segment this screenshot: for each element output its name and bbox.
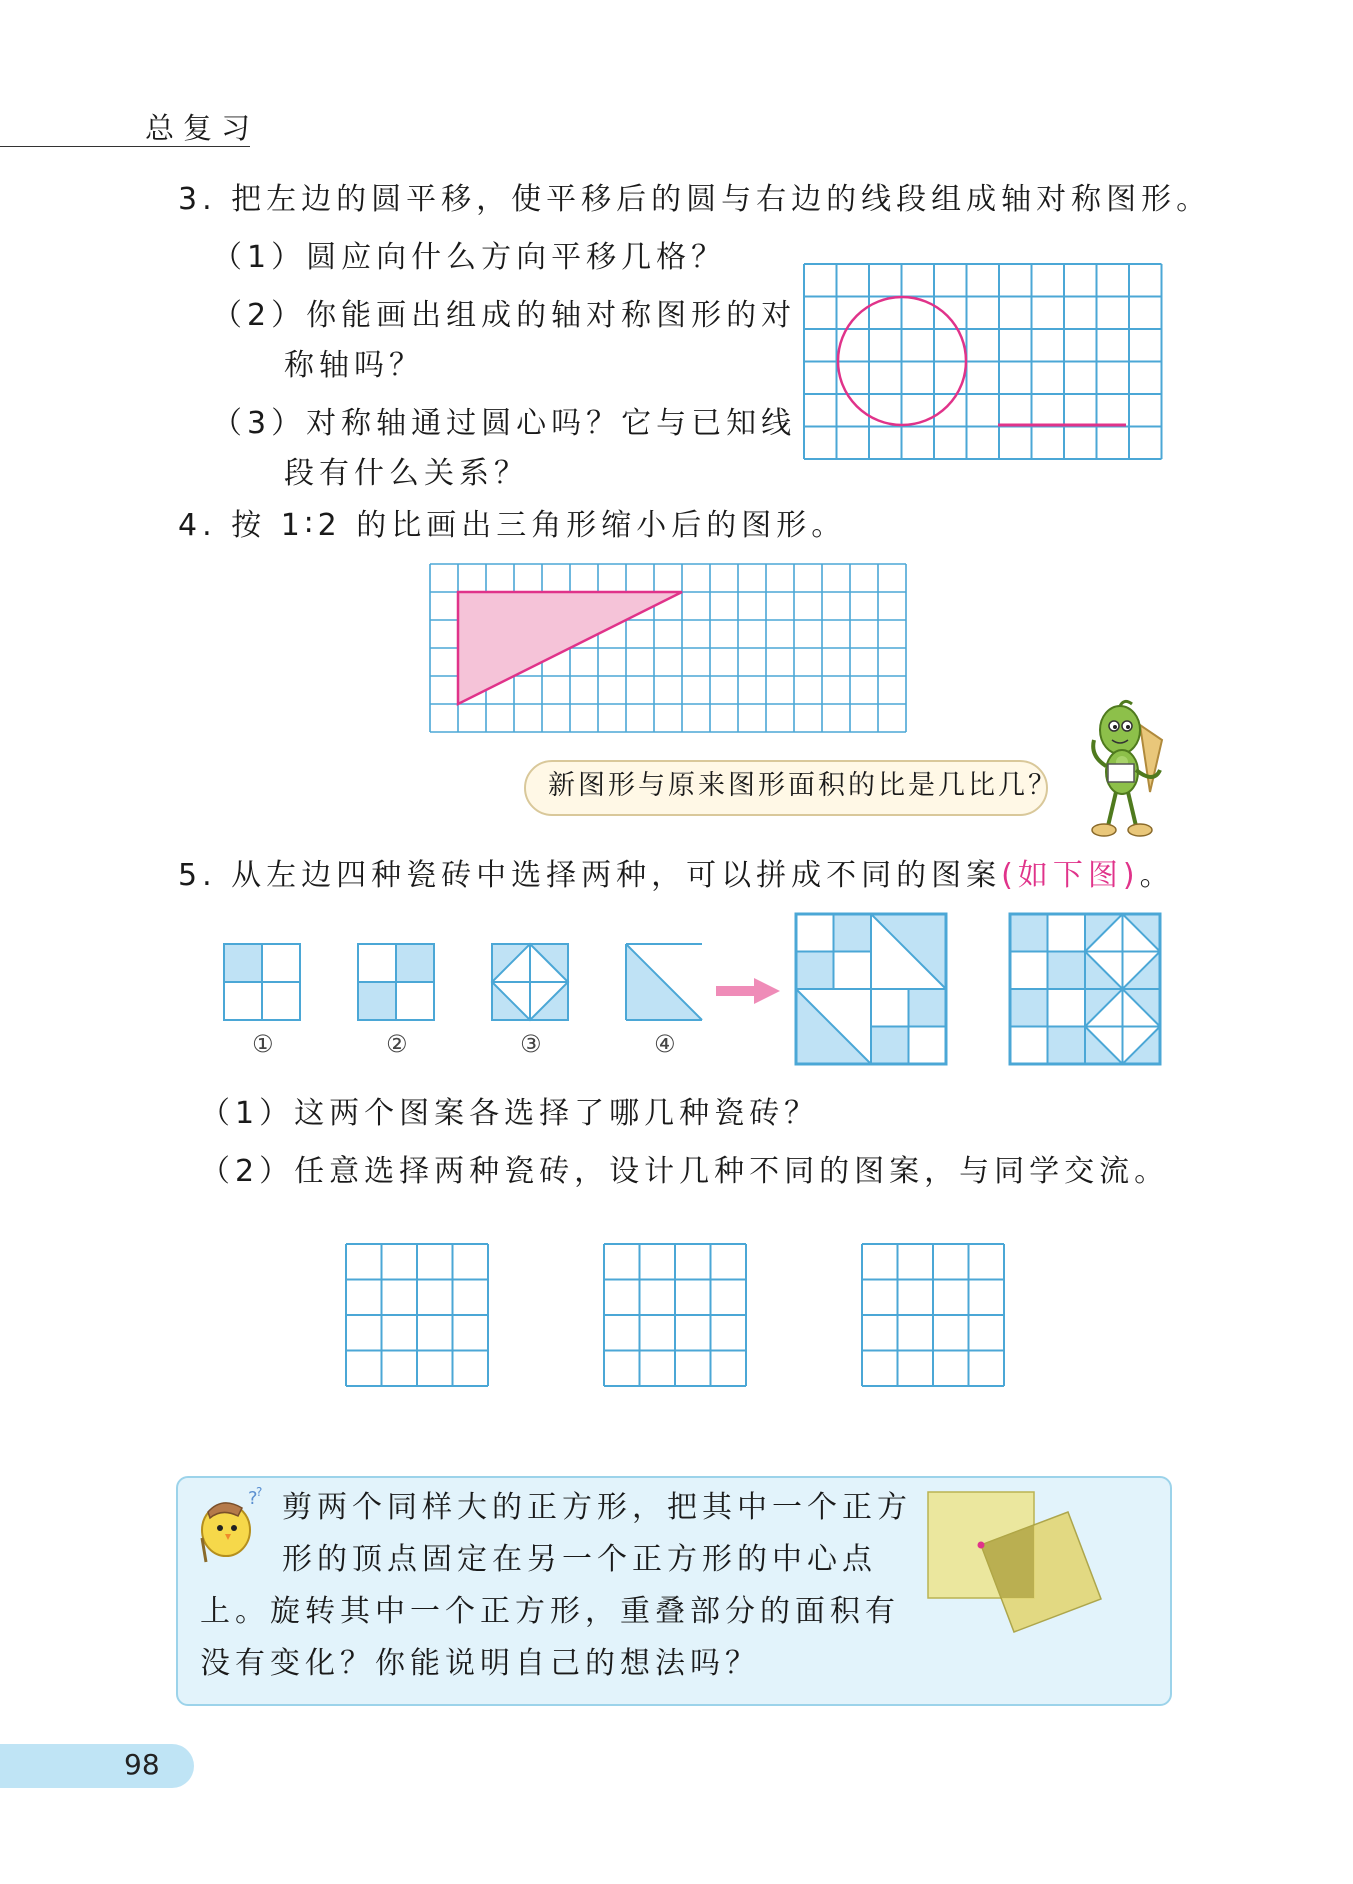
q3-grid-figure — [804, 264, 1166, 458]
pea-mascot-icon — [1080, 700, 1170, 840]
blank-grid-3[interactable] — [862, 1244, 1004, 1386]
q3-sub2-line2: 称轴吗？ — [284, 348, 424, 383]
q5-stem-end: 。 — [1139, 858, 1175, 893]
q4-grid-figure — [430, 564, 910, 732]
tile-label-4: ④ — [654, 1030, 676, 1058]
arrow-right-icon — [716, 978, 780, 1004]
overlapping-squares-figure — [928, 1492, 1138, 1682]
blank-grid-2[interactable] — [604, 1244, 746, 1386]
tile-label-2: ② — [386, 1030, 408, 1058]
speech-bubble-text: 新图形与原来图形面积的比是几比几？ — [548, 770, 1058, 801]
svg-text:?: ? — [256, 1485, 263, 1499]
tip-line-4: 没有变化？你能说明自己的想法吗？ — [200, 1646, 760, 1681]
tile-label-1: ① — [252, 1030, 274, 1058]
page-section-title: 总复习 — [145, 111, 260, 145]
svg-text:?: ? — [248, 1488, 258, 1509]
tile-2 — [358, 944, 434, 1020]
q3-grid — [804, 264, 1162, 459]
q5-sub1: （1）这两个图案各选择了哪几种瓷砖？ — [200, 1096, 820, 1131]
tip-line-1: 剪两个同样大的正方形，把其中一个正方 — [282, 1490, 912, 1525]
page-number: 98 — [124, 1748, 160, 1781]
pattern-a — [796, 914, 946, 1064]
tip-line-3: 上。旋转其中一个正方形，重叠部分的面积有 — [200, 1594, 900, 1629]
chick-mascot-icon — [192, 1485, 264, 1564]
header-rule — [0, 146, 250, 147]
blank-grid-1[interactable] — [346, 1244, 488, 1386]
q4-stem: 4. 按 1∶2 的比画出三角形缩小后的图形。 — [178, 508, 847, 543]
q3-sub2-line1: （2）你能画出组成的轴对称图形的对 — [212, 298, 797, 333]
q5-stem — [178, 858, 1175, 894]
q5-stem-paren: (如下图) — [1001, 858, 1140, 893]
q3-stem: 3. 把左边的圆平移，使平移后的圆与右边的线段组成轴对称图形。 — [178, 182, 1212, 217]
q3-sub3-line1: （3）对称轴通过圆心吗？它与已知线 — [212, 406, 797, 441]
tile-label-3: ③ — [520, 1030, 542, 1058]
q3-sub3-line2: 段有什么关系？ — [284, 456, 529, 491]
q5-stem-main: 5. 从左边四种瓷砖中选择两种，可以拼成不同的图案 — [178, 858, 1002, 893]
tip-line-2: 形的顶点固定在另一个正方形的中心点 — [282, 1542, 877, 1577]
pattern-b — [1010, 914, 1160, 1064]
q3-sub1: （1）圆应向什么方向平移几格？ — [212, 240, 727, 275]
tile-3 — [492, 944, 568, 1020]
q5-sub2: （2）任意选择两种瓷砖，设计几种不同的图案，与同学交流。 — [200, 1154, 1170, 1189]
tile-4 — [626, 944, 702, 1020]
tile-1 — [224, 944, 300, 1020]
page-number-tab — [0, 1744, 194, 1788]
